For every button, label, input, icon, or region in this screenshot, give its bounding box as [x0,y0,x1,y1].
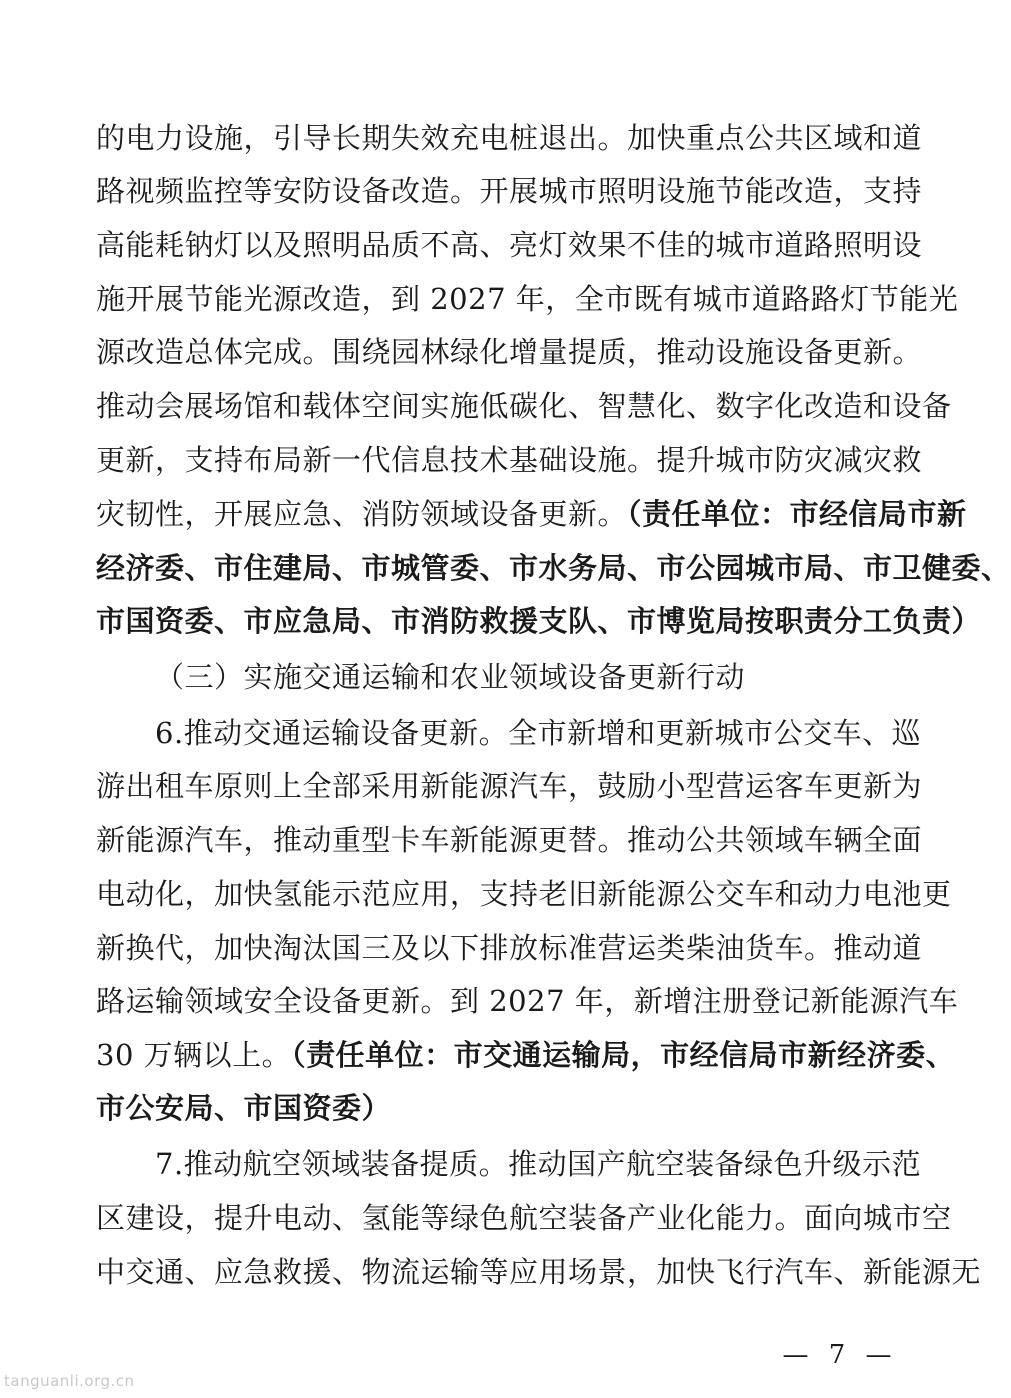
text-line: 高能耗钠灯以及照明品质不高、亮灯效果不佳的城市道路照明设 [96,228,923,262]
text-line: 7.推动航空领域装备提质。推动国产航空装备绿色升级示范 [155,1147,922,1181]
text-line: 更新，支持布局新一代信息技术基础设施。提升城市防灾减灾救 [96,443,923,477]
text-segment: 30 万辆以上。 [96,1038,292,1072]
text-line: 新换代，加快淘汰国三及以下排放标准营运类柴油货车。推动道 [96,931,923,965]
text-line: 路视频监控等安防设备改造。开展城市照明设施节能改造，支持 [96,174,923,208]
text-line: 源改造总体完成。围绕园林绿化增量提质，推动设施设备更新。 [96,335,923,369]
text-line-mixed [96,1031,956,1079]
text-line: 推动会展场馆和载体空间实施低碳化、智慧化、数字化改造和设备 [96,389,952,423]
text-line: 新能源汽车，推动重型卡车新能源更替。推动公共领域车辆全面 [96,823,923,857]
text-line: 游出租车原则上全部采用新能源汽车，鼓励小型营运客车更新为 [96,769,923,803]
responsibility-units: （责任单位：市交通运输局，市经信局市新经济委、 [291,1038,956,1072]
text-line: 路运输领域安全设备更新。到 2027 年，新增注册登记新能源汽车 [96,984,959,1018]
responsibility-line: 市公安局、市国资委） [96,1091,392,1125]
text-line: 区建设，提升电动、氢能等绿色航空装备产业化能力。面向城市空 [96,1201,952,1235]
text-line: 电动化，加快氢能示范应用，支持老旧新能源公交车和动力电池更 [96,877,952,911]
text-line: 中交通、应急救援、物流运输等应用场景，加快飞行汽车、新能源无 [96,1255,982,1289]
responsibility-line: 市国资委、市应急局、市消防救援支队、市博览局按职责分工负责） [96,604,982,638]
section-heading: （三）实施交通运输和农业领域设备更新行动 [155,660,746,694]
responsibility-line: 经济委、市住建局、市城管委、市水务局、市公园城市局、市卫健委、 [96,551,1011,585]
page-number: — 7 — [782,1340,898,1370]
text-line-mixed [96,490,967,538]
text-segment: 灾韧性，开展应急、消防领域设备更新。 [96,497,628,531]
text-line: 施开展节能光源改造，到 2027 年，全市既有城市道路路灯节能光 [96,282,959,316]
watermark-text: tanguanli.org.cn [4,1372,135,1390]
text-line: 6.推动交通运输设备更新。全市新增和更新城市公交车、巡 [155,716,922,750]
text-line: 的电力设施，引导长期失效充电桩退出。加快重点公共区域和道 [96,121,923,155]
responsibility-units: （责任单位：市经信局市新 [627,497,967,531]
